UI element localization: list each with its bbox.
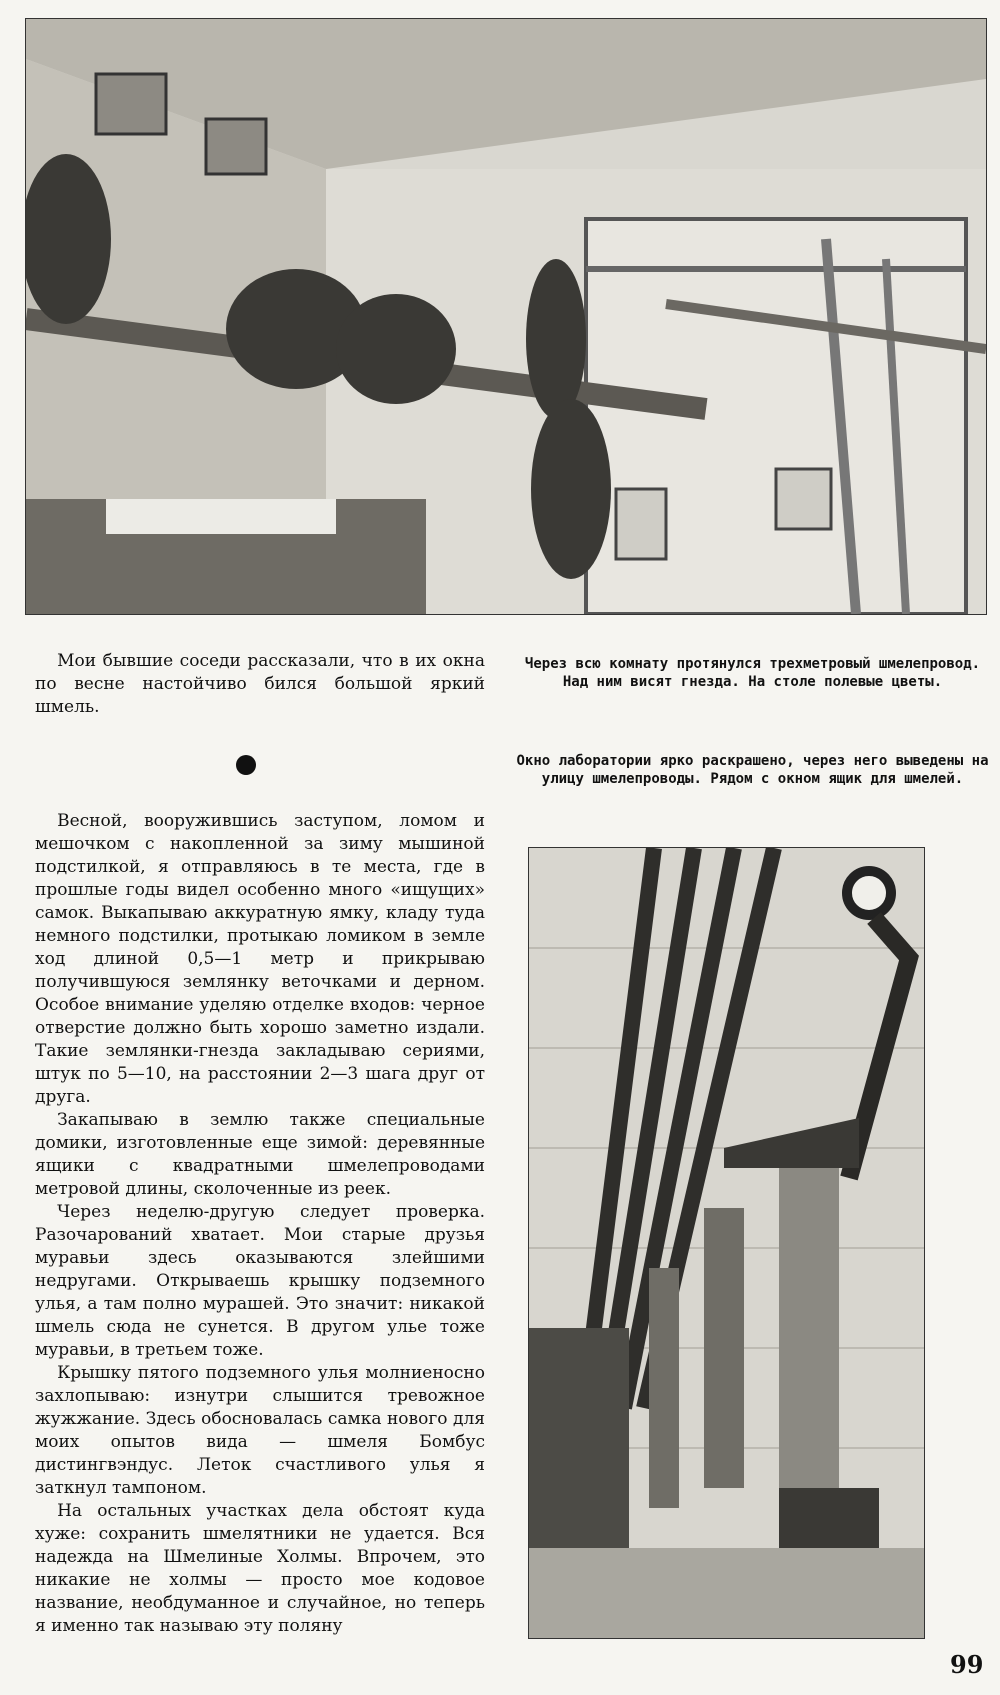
caption-top-photo: Через всю комнату протянулся трехметровый шмелепровод. Над ним висят гнезда. На столе полевые цветы. <box>524 656 981 690</box>
photo-laboratory-room-illustration <box>26 19 986 614</box>
paragraph: Через неделю-другую следует проверка. Разочарований хватает. Мои старые друзья муравьи здесь оказываются злейшими недругами. Открываешь крышку подземного улья, а там полно мурашей. Это значит: никакой шмель сюда не сунется. В другом улье тоже муравьи, в третьем тоже. <box>35 1202 485 1360</box>
main-text-column <box>35 810 485 1638</box>
paragraph: Весной, вооружившись заступом, ломом и мешочком с накопленной за зиму мышиной подстилкой, я отправляюсь в те места, где в прошлые годы видел особенно много «ищущих» самок. Выкапываю аккуратную ямку, кладу туда немного подстилки, протыкаю ломиком в земле ход длиной 0,5—1 метр и прикрываю получившуюся землянку веточками и дерном. Особое внимание уделяю отделке входов: черное отверстие должно быть хорошо заметно издали. Такие землянки-гнезда закладываю сериями, штук по 5—10, на расстоянии 2—3 шага друг от друга. <box>35 811 485 1107</box>
caption-bottom-photo: Окно лаборатории ярко раскрашено, через него выведены на улицу шмелепроводы. Рядом с окном ящик для шмелей. <box>516 753 989 787</box>
paragraph: Крышку пятого подземного улья молниеносно захлопываю: изнутри слышится тревожное жужжание. Здесь обосновалась самка нового для моих опытов вида — шмеля Бомбус дистингвэндус. Леток счастливого улья я заткнул тампоном. <box>35 1363 485 1498</box>
intro-text: Мои бывшие соседи рассказали, что в их окна по весне настойчиво бился большой яркий шмель. <box>35 651 485 717</box>
photo-laboratory-window-illustration <box>529 848 924 1638</box>
page-number: 99 <box>950 1650 984 1679</box>
paragraph: Закапываю в землю также специальные домики, изготовленные еще зимой: деревянные ящики с квадратными шмелепроводами метровой длины, сколоченные из реек. <box>35 1110 485 1199</box>
paragraph: На остальных участках дела обстоят куда хуже: сохранить шмелятники не удается. Вся надежда на Шмелиные Холмы. Впрочем, это никакие не холмы — просто мое кодовое название, необдуманное и случайное, но теперь я именно так называю эту поляну <box>35 1501 485 1636</box>
photo-laboratory-room <box>25 18 987 615</box>
section-bullet <box>236 755 256 775</box>
photo-laboratory-window <box>528 847 925 1639</box>
intro-paragraph <box>35 650 485 719</box>
